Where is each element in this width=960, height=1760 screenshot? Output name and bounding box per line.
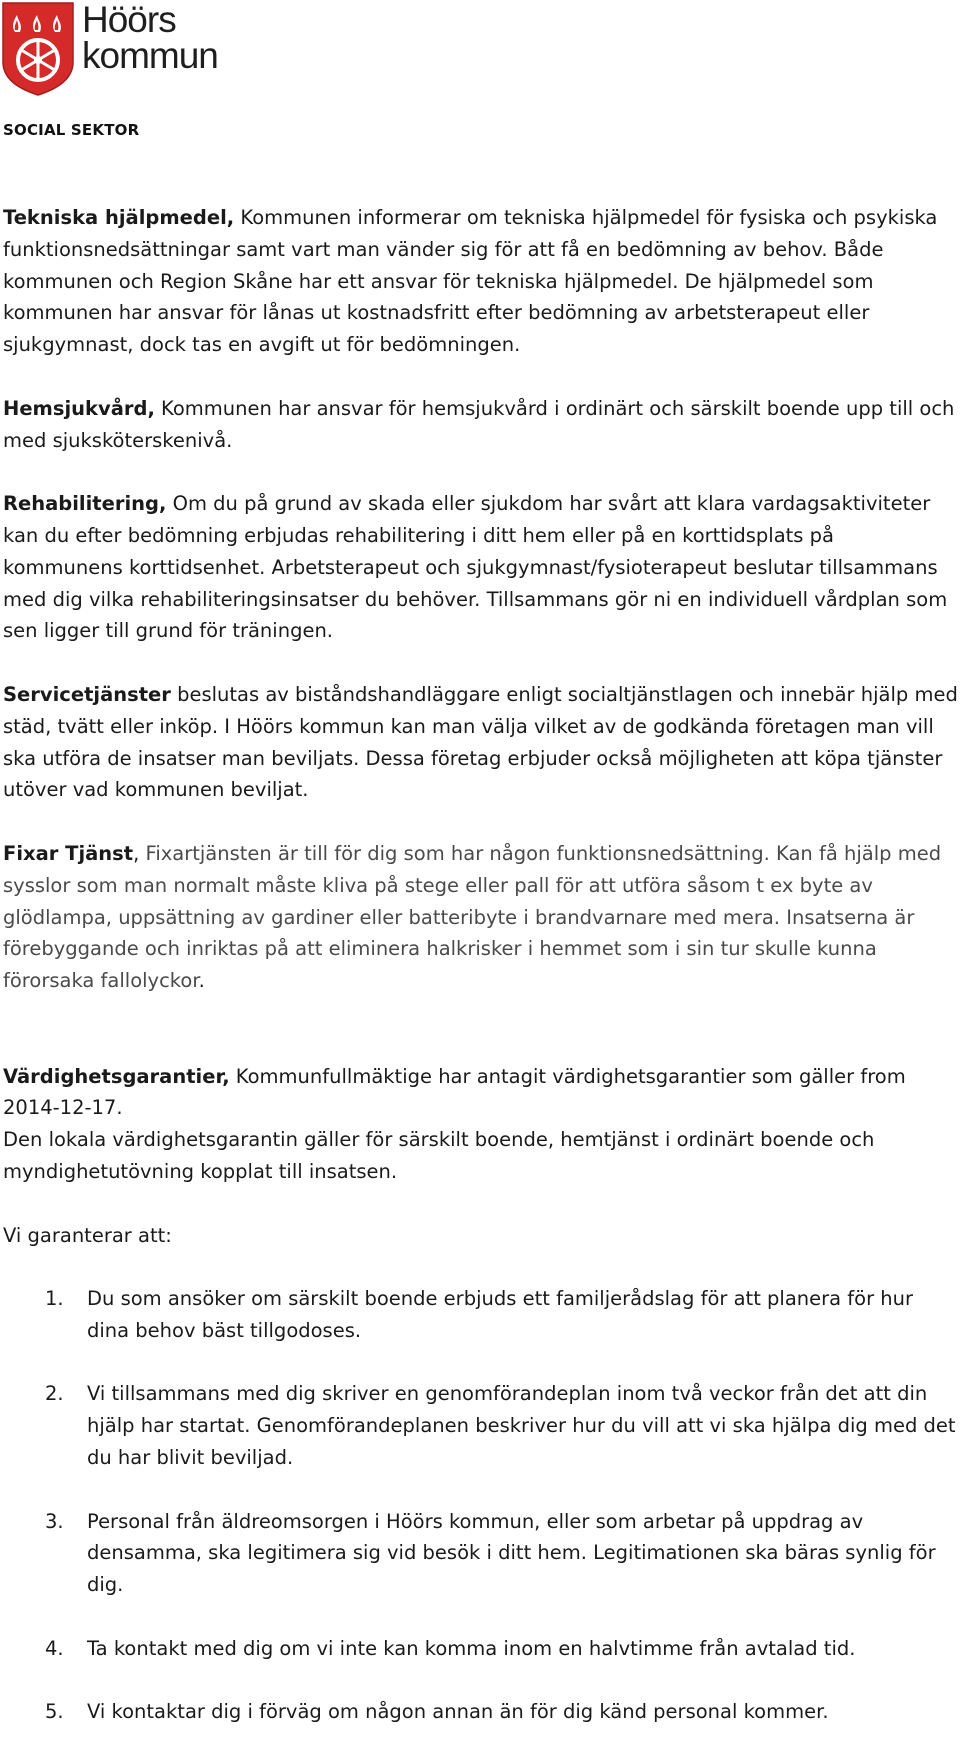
guarantee-number: 4. [45, 1636, 64, 1660]
hoors-kommun-shield-icon [2, 2, 74, 96]
section-servicetjanster [3, 679, 958, 806]
spacer [3, 1029, 958, 1061]
guarantee-number: 2. [45, 1382, 64, 1406]
section-text: Kommunen informerar om tekniska hjälpmedel för fysiska och psykiska funktionsnedsättningar samt vart man vänder sig för att få en bedömning av behov. Både kommunen och Region Skåne har ett ansvar för tekniska hjälpmedel. De hjälpmedel som kommunen har ansvar för lånas ut kostnadsfritt efter bedömning av arbetsterapeut eller sjukgymnast, dock tas en avgift ut för bedömningen. [3, 206, 938, 357]
logo-line-2: kommun [82, 35, 218, 76]
guarantee-text: Vi tillsammans med dig skriver en genomförandeplan inom två veckor från det att din hjälp har startat. Genomförandeplanen beskriver hur du vill att vi ska hjälpa dig med det du har blivit beviljad. [87, 1382, 956, 1470]
section-heading: Hemsjukvård, [3, 396, 155, 420]
logo-line-1: Höörs [82, 0, 176, 40]
section-text: Kommunen har ansvar för hemsjukvård i ordinärt och särskilt boende upp till och med sjuksköterskenivå. [3, 396, 955, 452]
hoors-kommun-logo [2, 2, 242, 98]
sector-heading: SOCIAL SEKTOR [3, 121, 140, 139]
section-text: Fixartjänsten är till för dig som har någon funktionsnedsättning. Kan få hjälp med sysslor som man normalt måste kliva på stege eller pall för att utföra såsom t ex byte av glödlampa, uppsättning av gardiner eller batteribyte i brandvarnare med mera. Insatserna är förebyggande och inriktas på att eliminera halkrisker i hemmet som i sin tur skulle kunna förorsaka fallolyckor [3, 841, 942, 993]
section-tekniska-hjalpmedel [3, 202, 958, 361]
guarantee-item [3, 1506, 958, 1601]
section-heading: Värdighetsgarantier, [3, 1064, 230, 1088]
guarantee-text: Vi kontaktar dig i förväg om någon annan än för dig känd personal kommer. [87, 1700, 829, 1724]
guarantee-intro: Vi garanterar att: [3, 1223, 172, 1247]
section-text: beslutas av biståndshandläggare enligt socialtjänstlagen och innebär hjälp med städ, tvätt eller inköp. I Höörs kommun kan man välja vilket av de godkända företagen man vill ska utföra de insatser man beviljats. Dessa företag erbjuder också möjligheten att köpa tjänster utöver vad kommunen beviljat. [3, 682, 958, 802]
guarantee-text: Ta kontakt med dig om vi inte kan komma inom en halvtimme från avtalad tid. [87, 1636, 856, 1660]
guarantee-item [3, 1378, 958, 1473]
section-text: Kommunfullmäktige har antagit värdighetsgarantier som gäller from 2014-12-17. [3, 1064, 906, 1120]
guarantee-text: Du som ansöker om särskilt boende erbjuds ett familjerådslag för att planera för hur dina behov bäst tillgodoses. [87, 1287, 914, 1342]
guarantee-number: 1. [45, 1287, 64, 1311]
section-heading: Tekniska hjälpmedel, [3, 206, 235, 229]
section-heading: Fixar Tjänst [3, 841, 134, 865]
guarantee-text: Personal från äldreomsorgen i Höörs kommun, eller som arbetar på uppdrag av densamma, ska legitimera sig vid besök i ditt hem. Legitimationen ska bäras synlig för dig. [87, 1509, 936, 1597]
document-body [3, 202, 958, 1760]
section-hemsjukvard [3, 393, 958, 457]
section-tail: . [198, 969, 205, 993]
guarantee-item [3, 1283, 958, 1347]
section-vardighetsgarantier [3, 1061, 958, 1188]
guarantee-number: 5. [45, 1700, 64, 1724]
section-rehabilitering [3, 488, 958, 647]
guarantee-list [3, 1283, 958, 1728]
section-heading: Servicetjänster [3, 682, 171, 706]
section-text: Om du på grund av skada eller sjukdom har svårt att klara vardagsaktiviteter kan du efter bedömning erbjudas rehabilitering i ditt hem eller på en korttidsplats på kommunens korttidsenhet. Arbetsterapeut och sjukgymnast/fysioterapeut beslutar tillsammans med dig vilka rehabiliteringsinsatser du behöver. Tillsammans gör ni en individuell vårdplan som sen ligger till grund för träningen. [3, 492, 948, 643]
guarantee-number: 3. [45, 1509, 64, 1533]
section-text-2: Den lokala värdighetsgarantin gäller för särskilt boende, hemtjänst i ordinärt boende och myndighetutövning kopplat till insatsen. [3, 1128, 875, 1183]
logo-wordmark [82, 2, 218, 74]
section-fixar-tjanst [3, 838, 958, 997]
guarantee-item [3, 1633, 958, 1665]
guarantee-item [3, 1696, 958, 1728]
section-lead: , [133, 841, 146, 865]
section-heading: Rehabilitering, [3, 492, 167, 516]
